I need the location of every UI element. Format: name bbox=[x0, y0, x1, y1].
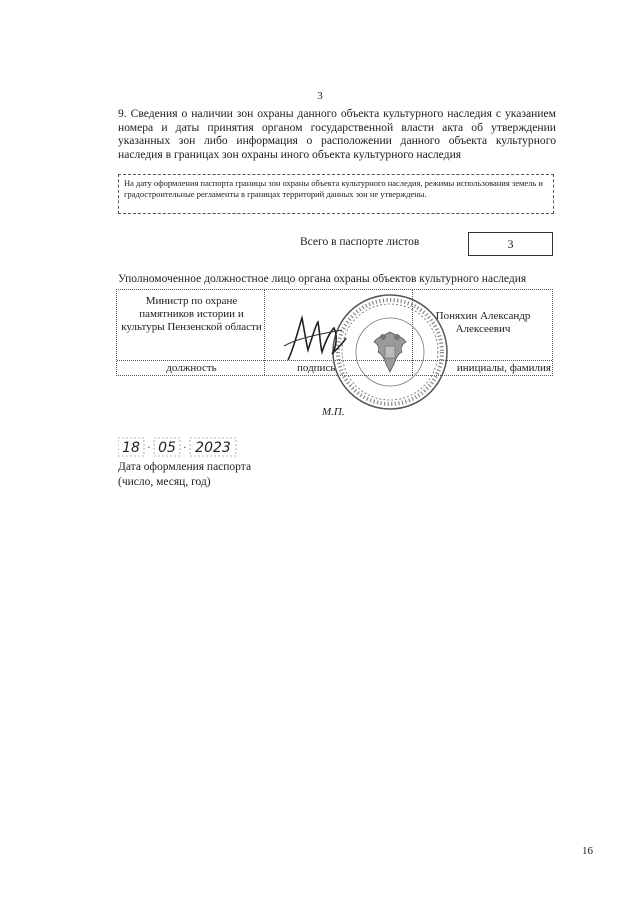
handwritten-date bbox=[118, 436, 238, 458]
section-9-text: 9. Сведения о наличии зон охраны данного объекта культурного наследия с указанием номера и даты принятия органом государственной власти акта об утверждении указанных зон либо информация о расположении данного объекта культурного наследия в границах зон охраны иного объекта культурного наследия bbox=[118, 107, 556, 161]
svg-text:·: · bbox=[147, 443, 151, 454]
official-name: Поняхин Александр Алексеевич bbox=[435, 310, 531, 335]
signature-icon bbox=[280, 308, 350, 368]
svg-text:18: 18 bbox=[122, 440, 140, 456]
date-label bbox=[118, 460, 251, 490]
column-divider bbox=[264, 290, 265, 375]
label-name: инициалы, фамилия bbox=[456, 362, 551, 374]
svg-text:05: 05 bbox=[158, 440, 176, 456]
sheet-number: 16 bbox=[582, 845, 593, 857]
section-9-box: На дату оформления паспорта границы зон охраны объекта культурного наследия, режимы использования земель и градостроительные регламенты в границах территорий данных зон не утверждены. bbox=[118, 174, 554, 214]
label-position: должность bbox=[166, 362, 217, 374]
total-sheets-value: 3 bbox=[468, 232, 553, 256]
page-number: 3 bbox=[317, 90, 323, 102]
authority-title: Уполномоченное должностное лицо органа охраны объектов культурного наследия bbox=[118, 273, 527, 285]
total-sheets-label: Всего в паспорте листов bbox=[300, 236, 420, 248]
date-label-line1: Дата оформления паспорта bbox=[118, 461, 252, 473]
official-position: Министр по охране памятников истории и культуры Пензенской области bbox=[121, 295, 262, 333]
label-signature: подпись bbox=[297, 362, 336, 374]
stamp-place-mark: М.П. bbox=[322, 406, 345, 418]
date-label-line2: (число, месяц, год) bbox=[118, 476, 211, 488]
svg-text:·: · bbox=[183, 443, 187, 454]
svg-text:2023: 2023 bbox=[195, 440, 231, 456]
